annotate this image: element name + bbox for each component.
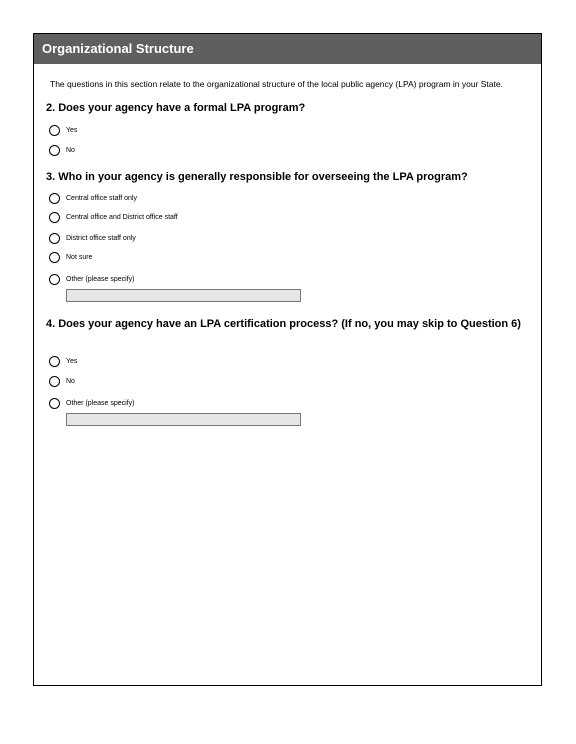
q4-other-input[interactable] (66, 413, 301, 426)
question-4-text: 4. Does your agency have an LPA certification process? (If no, you may skip to Question 6) (46, 318, 521, 330)
q3-option-central-only[interactable] (49, 191, 137, 205)
q4-no-label: No (66, 377, 75, 385)
q2-yes-radio[interactable] (49, 125, 60, 136)
q4-yes-label: Yes (66, 357, 78, 365)
q4-other-radio[interactable] (49, 398, 60, 409)
q3-central-and-district-radio[interactable] (49, 212, 60, 223)
q4-option-other[interactable] (49, 396, 134, 410)
q2-option-no[interactable] (49, 143, 75, 157)
q3-not-sure-radio[interactable] (49, 252, 60, 263)
q3-central-only-radio[interactable] (49, 193, 60, 204)
q4-option-yes[interactable] (49, 354, 77, 368)
q4-option-no[interactable] (49, 374, 75, 388)
q3-option-district-only[interactable] (49, 231, 136, 245)
section-intro: The questions in this section relate to the organizational structure of the local public agency (LPA) program in your State. (50, 79, 503, 89)
q3-central-only-label: Central office staff only (66, 194, 137, 202)
q3-district-only-label: District office staff only (66, 234, 136, 242)
question-2-text: 2. Does your agency have a formal LPA program? (46, 102, 306, 114)
section-header: Organizational Structure (34, 34, 541, 64)
q3-not-sure-label: Not sure (66, 253, 93, 261)
q3-central-and-district-label: Central office and District office staff (66, 213, 178, 221)
q4-no-radio[interactable] (49, 376, 60, 387)
q2-no-radio[interactable] (49, 145, 60, 156)
q4-other-label: Other (please specify) (66, 399, 135, 407)
q2-yes-label: Yes (66, 126, 78, 134)
q2-no-label: No (66, 146, 75, 154)
q3-option-central-and-district[interactable] (49, 210, 178, 224)
question-3-text: 3. Who in your agency is generally responsible for overseeing the LPA program? (46, 171, 468, 183)
q3-option-other[interactable] (49, 272, 134, 286)
q2-option-yes[interactable] (49, 123, 77, 137)
q3-other-label: Other (please specify) (66, 275, 135, 283)
q3-district-only-radio[interactable] (49, 233, 60, 244)
q3-option-not-sure[interactable] (49, 250, 92, 264)
q3-other-input[interactable] (66, 289, 301, 302)
survey-page (33, 33, 542, 686)
q4-yes-radio[interactable] (49, 356, 60, 367)
q3-other-radio[interactable] (49, 274, 60, 285)
